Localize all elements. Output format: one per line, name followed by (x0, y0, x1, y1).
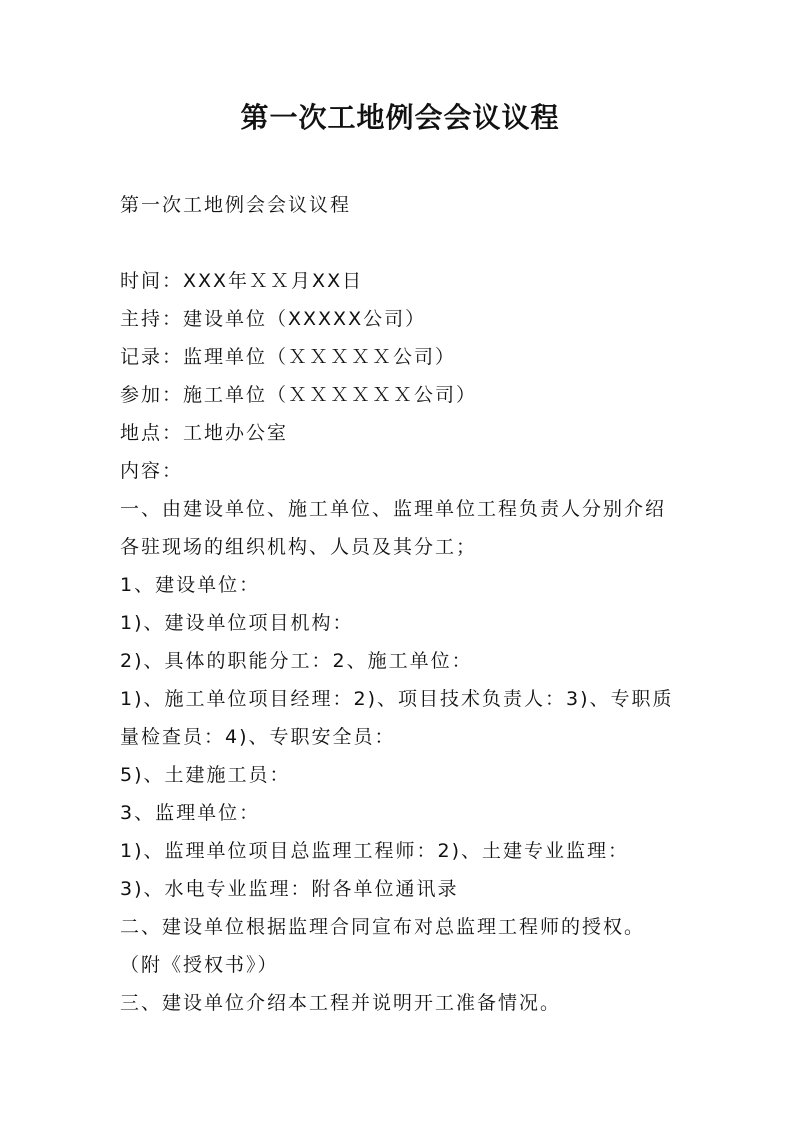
content-line: 三、建设单位介绍本工程并说明开工准备情况。 (120, 992, 562, 1014)
content-line: （附《授权书》） (120, 954, 279, 976)
document-title: 第一次工地例会会议议程 (240, 101, 560, 134)
content-heading-line: 内容： (120, 460, 184, 482)
meeting-location-line: 地点：工地办公室 (120, 422, 289, 444)
meeting-participants-line: 参加：施工单位（ＸＸＸＸＸＸ公司） (120, 384, 478, 406)
content-line: 1)、监理单位项目总监理工程师：2)、土建专业监理： (120, 840, 630, 862)
content-line: 1)、建设单位项目机构： (120, 612, 354, 634)
meeting-recorder-line: 记录：监理单位（ＸＸＸＸＸ公司） (120, 346, 457, 368)
content-line: 3、监理单位： (120, 802, 261, 824)
meeting-time-line: 时间：XXX年ＸＸ月XX日 (120, 270, 364, 292)
document-body (120, 262, 700, 1022)
content-line: 二、建设单位根据监理合同宣布对总监理工程师的授权。 (120, 916, 646, 938)
meeting-host-line: 主持：建设单位（XXXXX公司） (120, 308, 427, 330)
content-line: 各驻现场的组织机构、人员及其分工； (120, 536, 478, 558)
content-line: 2)、具体的职能分工：2、施工单位： (120, 650, 473, 672)
subtitle-line: 第一次工地例会会议议程 (120, 194, 352, 216)
content-line: 5)、土建施工员： (120, 764, 291, 786)
content-line: 1)、施工单位项目经理：2)、项目技术负责人：3)、专职质 (120, 688, 674, 710)
content-line: 一、由建设单位、施工单位、监理单位工程负责人分别介绍 (120, 498, 667, 520)
content-line: 量检查员：4)、专职安全员： (120, 726, 396, 748)
content-line: 3)、水电专业监理：附各单位通讯录 (120, 878, 459, 900)
content-line: 1、建设单位： (120, 574, 261, 596)
document-subtitle (120, 186, 700, 224)
